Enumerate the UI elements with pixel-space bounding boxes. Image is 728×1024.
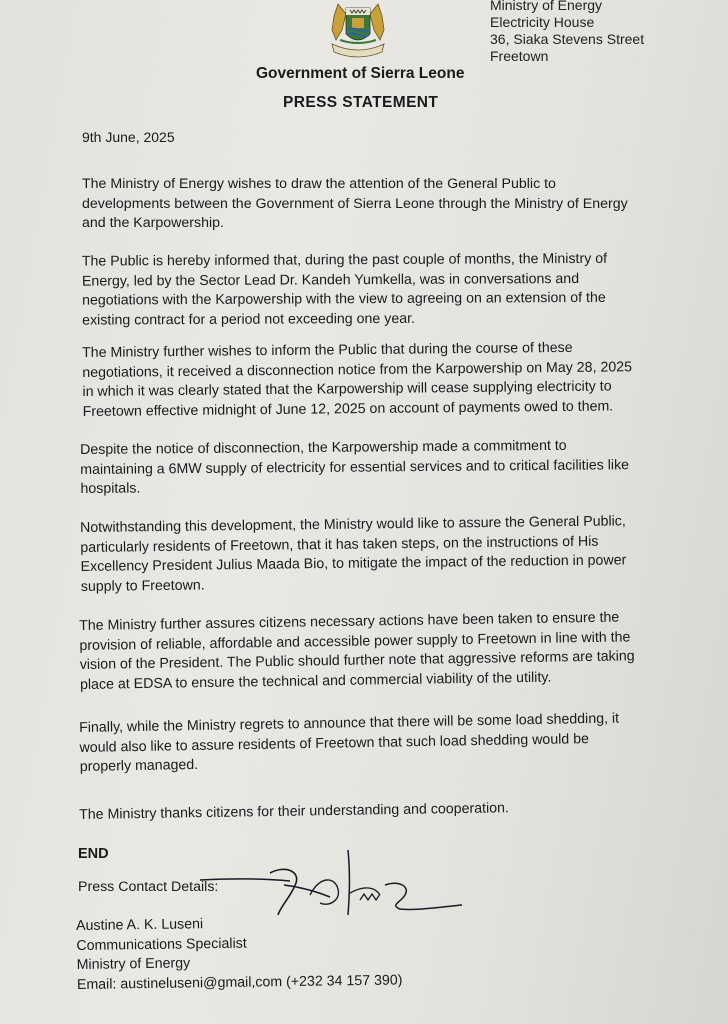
paragraph-line: Finally, while the Ministry regrets to announce that there will be some load shedding, it <box>79 710 620 736</box>
paragraph-line: Despite the notice of disconnection, the Karpowership made a commitment to <box>80 437 567 458</box>
ministry-address <box>490 0 644 65</box>
paragraph-4 <box>80 436 686 500</box>
paragraph-line: in which it was clearly stated that the Karpowership will cease supplying electricity to <box>82 378 612 400</box>
paragraph-line: The Ministry thanks citizens for their understanding and cooperation. <box>79 800 510 823</box>
paragraph-line: vision of the President. The Public should further note that aggressive reforms are taking <box>79 648 635 673</box>
address-line-1: Ministry of Energy <box>490 0 603 13</box>
coat-of-arms-icon <box>328 0 388 62</box>
contact-title: Communications Specialist <box>76 935 247 954</box>
contact-signature-block <box>76 912 403 995</box>
contact-email-phone: Email: austineluseni@gmail,com (+232 34 157 390) <box>76 971 403 993</box>
paragraph-line: negotiations, it received a disconnection notice from the Karpowership on May 28, 2025 <box>82 358 633 381</box>
paragraph-line: properly managed. <box>79 756 199 775</box>
address-line-4: Freetown <box>490 48 549 64</box>
paragraph-line: Freetown effective midnight of June 12, 2025 on account of payments owed to them. <box>82 397 614 420</box>
paragraph-line: The Ministry further wishes to inform the Public that during the course of these <box>82 339 573 361</box>
paragraph-line: developments between the Government of Sierra Leone through the Ministry of Energy <box>82 195 628 212</box>
paragraph-5 <box>80 512 687 597</box>
paragraph-1 <box>82 175 688 234</box>
paragraph-8 <box>79 796 685 825</box>
paragraph-line: Excellency President Julius Maada Bio, to mitigate the impact of the reduction in power <box>80 552 627 575</box>
paragraph-7 <box>79 708 686 777</box>
paragraph-line: provision of reliable, affordable and accessible power supply to Freetown in line with the <box>79 628 631 654</box>
paragraph-line: The Ministry further assures citizens necessary actions have been taken to ensure the <box>79 609 620 634</box>
statement-date: 9th June, 2025 <box>82 129 175 145</box>
press-contact-label: Press Contact Details: <box>78 879 219 895</box>
paragraph-line: and the Karpowership. <box>82 215 224 231</box>
paragraph-2 <box>82 249 688 330</box>
address-line-2: Electricity House <box>490 14 595 30</box>
paragraph-line: negotiations with the Karpowership with the view to agreeing on an extension of the <box>82 289 606 309</box>
paragraph-line: existing contract for a period not exceeding one year. <box>82 310 416 329</box>
paragraph-line: particularly residents of Freetown, that it has taken steps, on the instructions of His <box>80 533 599 556</box>
address-line-3: 36, Siaka Stevens Street <box>490 31 645 47</box>
press-statement-title: PRESS STATEMENT <box>283 94 439 111</box>
end-marker: END <box>78 846 109 862</box>
paragraph-line: Notwithstanding this development, the Ministry would like to assure the General Public, <box>80 513 626 536</box>
paragraph-line: place at EDSA to ensure the technical and commercial viability of the utility. <box>79 669 552 693</box>
paragraph-line: The Public is hereby informed that, during the past couple of months, the Ministry of <box>81 250 608 270</box>
contact-name: Austine A. K. Luseni <box>76 916 204 934</box>
paragraph-line: Energy, led by the Sector Lead Dr. Kandeh Yumkella, was in conversations and <box>81 270 580 290</box>
paragraph-line: hospitals. <box>80 480 141 497</box>
paragraph-3 <box>82 338 689 422</box>
paragraph-line: supply to Freetown. <box>80 576 205 595</box>
paragraph-line: maintaining a 6MW supply of electricity for essential services and to critical facilities like <box>80 456 630 478</box>
paragraph-6 <box>79 607 686 695</box>
paragraph-line: would also like to assure residents of Freetown that such load shedding would be <box>79 730 590 756</box>
contact-organization: Ministry of Energy <box>76 955 191 973</box>
paragraph-line: The Ministry of Energy wishes to draw the attention of the General Public to <box>82 176 556 192</box>
government-heading: Government of Sierra Leone <box>256 65 465 82</box>
